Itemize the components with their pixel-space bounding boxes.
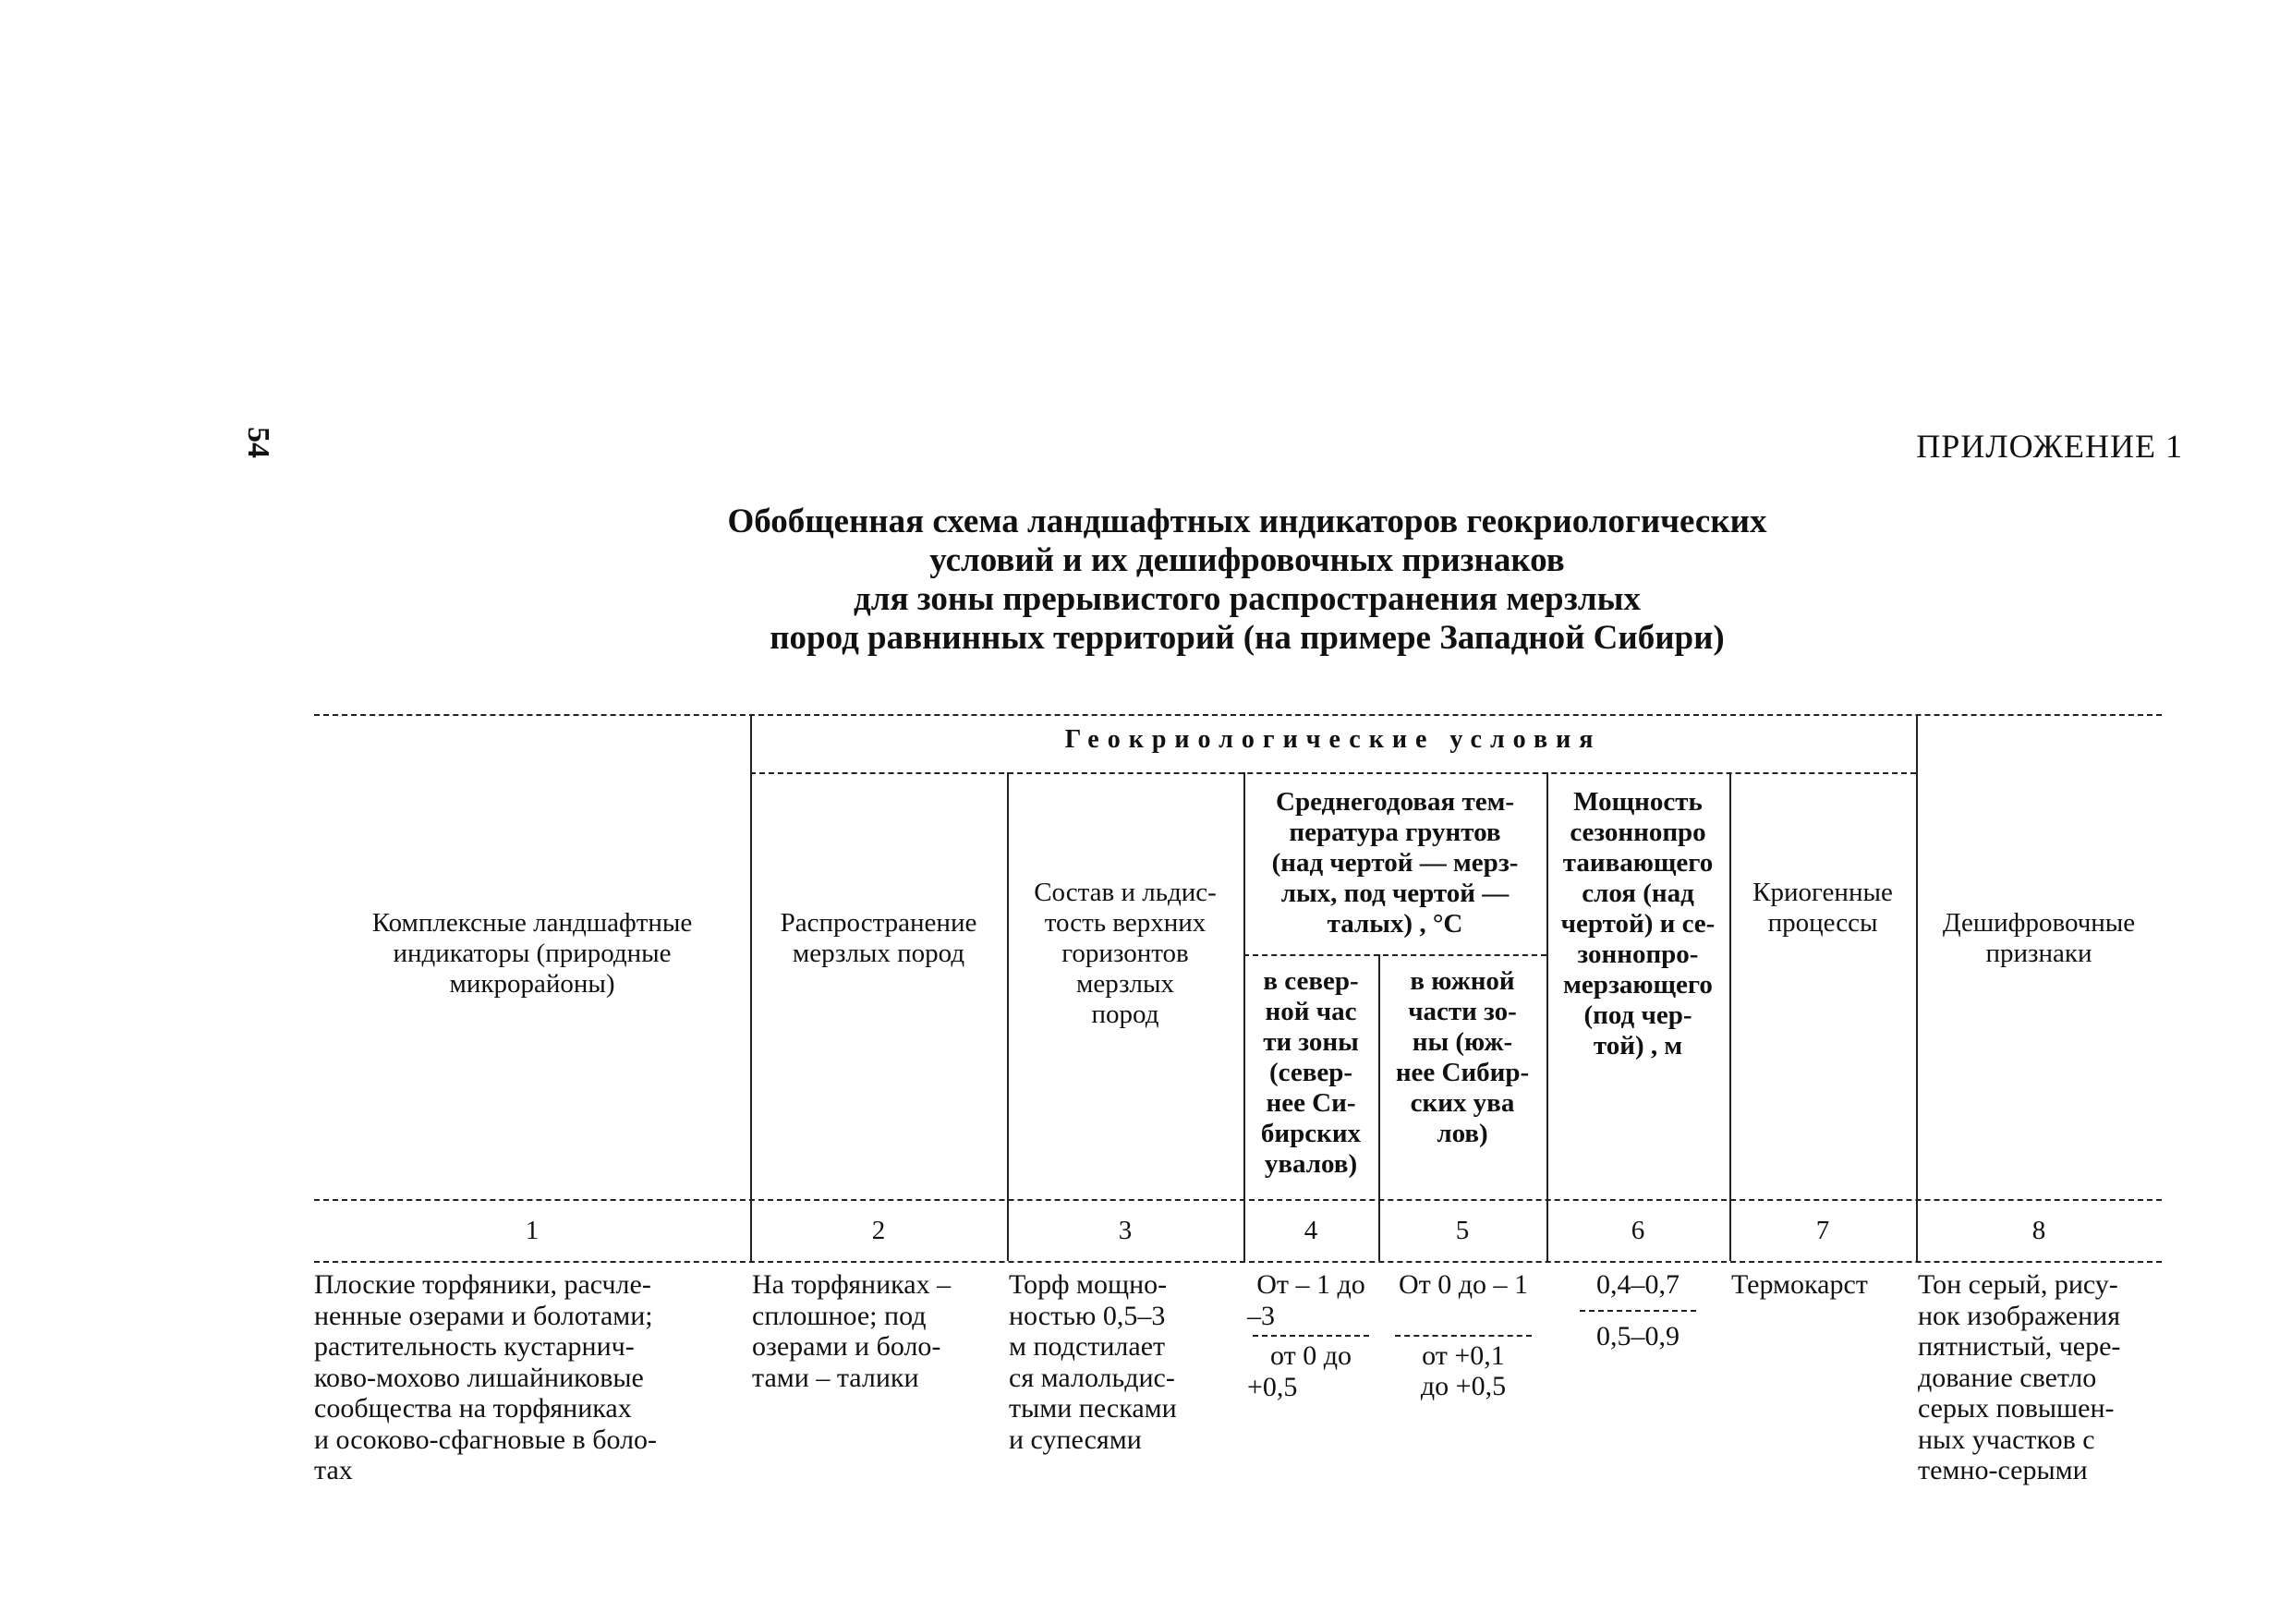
cell-text: сплошное; под xyxy=(752,1300,927,1331)
header-text: лов) xyxy=(1437,1119,1488,1148)
header-text: сезоннопро xyxy=(1570,818,1706,847)
col-number-5: 5 xyxy=(1455,1216,1470,1245)
row1-thaw-depth xyxy=(1546,1269,1729,1351)
header-text: ских ува xyxy=(1410,1088,1515,1118)
row1-permafrost-distribution xyxy=(752,1269,1005,1393)
header-text: пература грунтов xyxy=(1289,818,1501,847)
appendix-label: ПРИЛОЖЕНИЕ 1 xyxy=(1916,428,2183,465)
cell-text: От – 1 до xyxy=(1256,1269,1365,1300)
header-text: талых) , °С xyxy=(1327,909,1463,939)
header-text: Мощность xyxy=(1573,787,1703,817)
cell-text: ненные озерами и болотами; xyxy=(314,1300,653,1331)
col-divider-7 xyxy=(1916,714,1918,1261)
col-number-8: 8 xyxy=(2031,1216,2046,1245)
cell-text: +0,5 xyxy=(1247,1371,1298,1402)
title-line: условий и их дешифровочных признаков xyxy=(929,541,1565,579)
document-title xyxy=(554,503,1940,658)
cell-text: дование светло xyxy=(1918,1362,2097,1393)
header-text: ной час xyxy=(1265,997,1357,1026)
cell-text: Тон серый, рису- xyxy=(1918,1269,2118,1300)
header-col2 xyxy=(750,908,1007,969)
cell-text: серых повышен- xyxy=(1918,1393,2115,1424)
cell-text: От 0 до – 1 xyxy=(1398,1269,1529,1300)
cell-text: и осоково-сфагновые в боло- xyxy=(314,1424,658,1455)
header-text: нее Сибир- xyxy=(1395,1058,1530,1087)
header-col1 xyxy=(314,908,750,1000)
cell-text: озерами и боло- xyxy=(752,1331,941,1362)
cell-text: от +0,1 xyxy=(1422,1339,1505,1371)
cell-text: до +0,5 xyxy=(1420,1371,1507,1401)
cell-text: пятнистый, чере- xyxy=(1918,1331,2121,1362)
cell-text: 0,5–0,9 xyxy=(1596,1320,1680,1351)
cell-text: растительность кустарнич- xyxy=(314,1331,635,1362)
cell-text: 0,4–0,7 xyxy=(1596,1269,1680,1300)
header-text: чертой) и се- xyxy=(1560,909,1716,939)
header-col6-thaw-depth xyxy=(1546,787,1729,1061)
header-text: увалов) xyxy=(1264,1149,1358,1179)
fraction-line xyxy=(1253,1335,1369,1337)
cell-text: Торф мощно- xyxy=(1009,1269,1168,1300)
header-text: (под чер- xyxy=(1583,1000,1692,1030)
cell-text: нок изображения xyxy=(1918,1300,2120,1331)
header-text: Дешифровочные xyxy=(1942,908,2136,938)
fraction-line xyxy=(1395,1335,1532,1337)
temperature-subheader-rule xyxy=(1243,954,1546,956)
header-text: зоннопро- xyxy=(1577,939,1699,969)
header-text: микрорайоны) xyxy=(449,969,615,999)
cell-text: и супесями xyxy=(1009,1424,1142,1455)
header-text: мерзлых пород xyxy=(792,939,965,968)
header-text: в север- xyxy=(1263,966,1359,996)
cell-text: тами – талики xyxy=(752,1362,919,1393)
header-col3 xyxy=(1007,878,1243,1030)
header-text: процессы xyxy=(1767,908,1878,938)
header-text: пород xyxy=(1091,1000,1159,1029)
page-number: 54 xyxy=(241,427,275,458)
header-text: Распространение xyxy=(780,908,977,938)
cell-text: ково-мохово лишайниковые xyxy=(314,1362,644,1393)
header-text: нее Си- xyxy=(1266,1088,1356,1118)
cell-text: –3 xyxy=(1247,1300,1275,1331)
header-text: Состав и льдис- xyxy=(1034,878,1217,907)
header-text: в южной xyxy=(1410,966,1515,996)
cell-text: Плоские торфяники, расчле- xyxy=(314,1269,651,1300)
col-number-4: 4 xyxy=(1304,1216,1318,1245)
cell-text: сообщества на торфяниках xyxy=(314,1393,632,1424)
col-number-1: 1 xyxy=(525,1216,540,1245)
col-number-6: 6 xyxy=(1631,1216,1645,1245)
fraction-line xyxy=(1580,1310,1696,1312)
row1-cryogenic-processes xyxy=(1731,1269,1916,1301)
header-text: ти зоны xyxy=(1263,1027,1359,1057)
header-bottom-rule xyxy=(314,1199,2162,1201)
header-text: мерзлых xyxy=(1076,969,1174,999)
header-text: Комплексные ландшафтные xyxy=(371,908,693,938)
numbers-bottom-rule xyxy=(314,1261,2162,1263)
header-col45-temperature xyxy=(1243,787,1546,939)
cell-text: от 0 до xyxy=(1270,1340,1352,1371)
cell-text: Термокарст xyxy=(1731,1269,1868,1300)
header-col7-processes xyxy=(1729,878,1916,939)
header-text: той) , м xyxy=(1593,1031,1683,1060)
cell-text: ностью 0,5–3 xyxy=(1009,1300,1166,1331)
header-text: слоя (над xyxy=(1582,879,1694,908)
header-text: горизонтов xyxy=(1061,939,1189,968)
header-text: (север- xyxy=(1268,1058,1353,1087)
row1-landscape-indicators xyxy=(314,1269,746,1486)
row1-temperature-south xyxy=(1380,1269,1546,1402)
header-text: ны (юж- xyxy=(1412,1027,1513,1057)
cell-text: ся малольдис- xyxy=(1009,1362,1175,1393)
group-header-rule xyxy=(750,772,1916,774)
cell-text: На торфяниках – xyxy=(752,1269,952,1300)
row1-composition xyxy=(1009,1269,1242,1455)
header-text: (над чертой — мерз- xyxy=(1271,848,1519,878)
cell-text: м подстилает xyxy=(1009,1331,1166,1362)
header-text: признаки xyxy=(1985,939,2092,968)
cell-text: тах xyxy=(314,1455,353,1485)
col-number-3: 3 xyxy=(1118,1216,1133,1245)
title-line: Обобщенная схема ландшафтных индикаторов геокриологических xyxy=(727,503,1767,540)
col-number-2: 2 xyxy=(871,1216,886,1245)
cell-text: ных участков с xyxy=(1918,1424,2095,1455)
title-line: для зоны прерывистого распространения мерзлых xyxy=(853,580,1641,618)
header-text: бирских xyxy=(1260,1119,1362,1148)
cell-text: тыми песками xyxy=(1009,1393,1177,1424)
header-col4-north xyxy=(1243,966,1378,1180)
col-number-7: 7 xyxy=(1815,1216,1830,1245)
header-col8-signs xyxy=(1916,908,2162,969)
header-text: индикаторы (природные xyxy=(393,939,672,968)
group-header-geocryological: Геокриологические условия xyxy=(1064,725,1602,754)
header-col5-south xyxy=(1378,966,1546,1149)
col-divider-6 xyxy=(1729,772,1731,1261)
row1-interpretation-signs xyxy=(1918,1269,2162,1486)
row1-temperature-north xyxy=(1243,1269,1378,1402)
table-top-rule xyxy=(314,714,2162,716)
header-text: Среднегодовая тем- xyxy=(1276,787,1514,817)
header-text: мерзающего xyxy=(1563,970,1713,1000)
col-divider-1 xyxy=(750,714,752,1261)
header-text: тость верхних xyxy=(1044,908,1207,938)
cell-text: темно-серыми xyxy=(1918,1455,2088,1485)
header-text: части зо- xyxy=(1408,997,1517,1026)
header-text: таивающего xyxy=(1562,848,1714,878)
header-text: лых, под чертой — xyxy=(1280,879,1510,908)
title-line: пород равнинных территорий (на примере Западной Сибири) xyxy=(770,619,1725,657)
header-text: Криогенные xyxy=(1752,878,1893,907)
